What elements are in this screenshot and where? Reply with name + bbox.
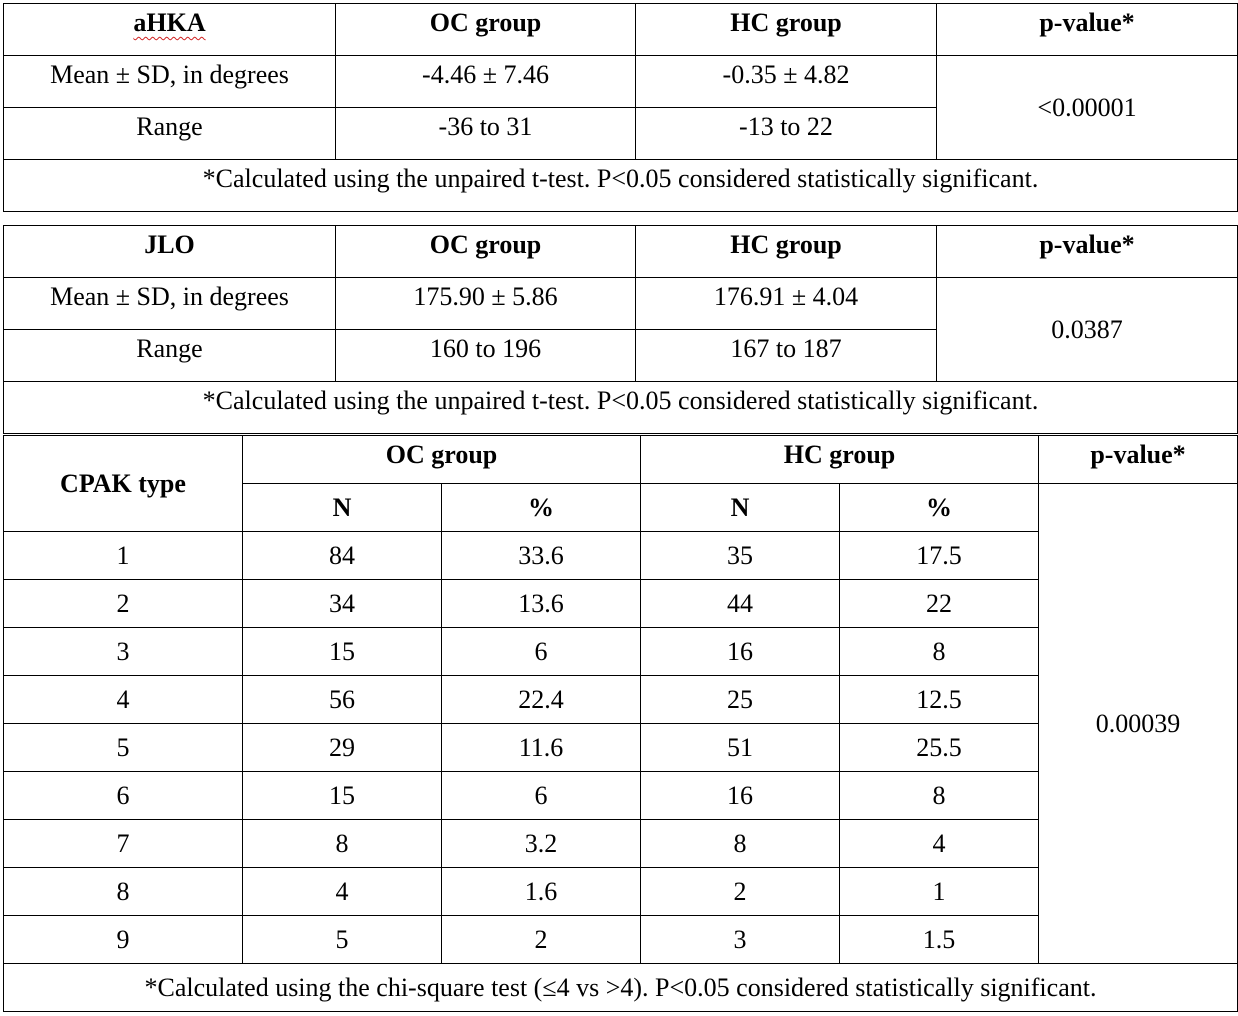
cpak-type: 5 (4, 724, 243, 772)
oc-value: 175.90 ± 5.86 (336, 278, 636, 330)
row-label: Range (4, 330, 336, 382)
oc-n: 8 (243, 820, 442, 868)
cpak-pvalue: 0.00039 (1039, 484, 1238, 964)
hc-n: 25 (641, 676, 840, 724)
oc-pct: 1.6 (442, 868, 641, 916)
hc-value: -13 to 22 (636, 108, 937, 160)
oc-n: 56 (243, 676, 442, 724)
row-label: Range (4, 108, 336, 160)
hc-n: 3 (641, 916, 840, 964)
jlo-hc-header: HC group (636, 226, 937, 278)
cpak-pvalue-header: p-value* (1039, 436, 1238, 484)
cpak-type: 1 (4, 532, 243, 580)
oc-value: 160 to 196 (336, 330, 636, 382)
cpak-type: 6 (4, 772, 243, 820)
row-label: Mean ± SD, in degrees (4, 278, 336, 330)
hc-value: 167 to 187 (636, 330, 937, 382)
hc-pct: 22 (840, 580, 1039, 628)
cpak-hc-header: HC group (641, 436, 1039, 484)
cpak-hc-pct-header: % (840, 484, 1039, 532)
ahka-hc-header: HC group (636, 4, 937, 56)
cpak-type: 4 (4, 676, 243, 724)
cpak-table (3, 435, 1238, 1012)
hc-pct: 25.5 (840, 724, 1039, 772)
cpak-type: 7 (4, 820, 243, 868)
oc-pct: 13.6 (442, 580, 641, 628)
hc-n: 2 (641, 868, 840, 916)
jlo-pvalue: 0.0387 (937, 278, 1238, 382)
table-row (4, 56, 1238, 108)
cpak-type: 8 (4, 868, 243, 916)
cpak-type-header: CPAK type (4, 436, 243, 532)
hc-n: 51 (641, 724, 840, 772)
hc-pct: 8 (840, 628, 1039, 676)
ahka-oc-header: OC group (336, 4, 636, 56)
oc-n: 4 (243, 868, 442, 916)
cpak-oc-pct-header: % (442, 484, 641, 532)
hc-value: 176.91 ± 4.04 (636, 278, 937, 330)
oc-pct: 2 (442, 916, 641, 964)
oc-n: 34 (243, 580, 442, 628)
table-row (4, 278, 1238, 330)
ahka-pvalue: <0.00001 (937, 56, 1238, 160)
cpak-oc-n-header: N (243, 484, 442, 532)
oc-n: 84 (243, 532, 442, 580)
oc-n: 5 (243, 916, 442, 964)
hc-n: 44 (641, 580, 840, 628)
cpak-oc-header: OC group (243, 436, 641, 484)
hc-n: 16 (641, 772, 840, 820)
hc-pct: 1.5 (840, 916, 1039, 964)
oc-pct: 22.4 (442, 676, 641, 724)
cpak-type: 2 (4, 580, 243, 628)
oc-n: 15 (243, 628, 442, 676)
jlo-oc-header: OC group (336, 226, 636, 278)
cpak-type: 3 (4, 628, 243, 676)
hc-pct: 17.5 (840, 532, 1039, 580)
hc-pct: 1 (840, 868, 1039, 916)
hc-pct: 8 (840, 772, 1039, 820)
cpak-hc-n-header: N (641, 484, 840, 532)
hc-n: 35 (641, 532, 840, 580)
hc-value: -0.35 ± 4.82 (636, 56, 937, 108)
cpak-footnote: *Calculated using the chi-square test (≤4 vs >4). P<0.05 considered statistically significant. (4, 964, 1238, 1012)
cpak-type: 9 (4, 916, 243, 964)
oc-value: -4.46 ± 7.46 (336, 56, 636, 108)
jlo-footnote: *Calculated using the unpaired t-test. P<0.05 considered statistically significant. (4, 382, 1238, 434)
oc-pct: 33.6 (442, 532, 641, 580)
oc-pct: 6 (442, 772, 641, 820)
jlo-header: JLO (4, 226, 336, 278)
hc-pct: 4 (840, 820, 1039, 868)
oc-value: -36 to 31 (336, 108, 636, 160)
oc-pct: 11.6 (442, 724, 641, 772)
jlo-pvalue-header: p-value* (937, 226, 1238, 278)
ahka-pvalue-header: p-value* (937, 4, 1238, 56)
ahka-footnote: *Calculated using the unpaired t-test. P<0.05 considered statistically significant. (4, 160, 1238, 212)
oc-pct: 3.2 (442, 820, 641, 868)
ahka-table (3, 3, 1238, 212)
row-label: Mean ± SD, in degrees (4, 56, 336, 108)
jlo-table (3, 225, 1238, 434)
oc-pct: 6 (442, 628, 641, 676)
hc-n: 8 (641, 820, 840, 868)
oc-n: 15 (243, 772, 442, 820)
hc-n: 16 (641, 628, 840, 676)
hc-pct: 12.5 (840, 676, 1039, 724)
oc-n: 29 (243, 724, 442, 772)
ahka-header: aHKA (4, 4, 336, 56)
